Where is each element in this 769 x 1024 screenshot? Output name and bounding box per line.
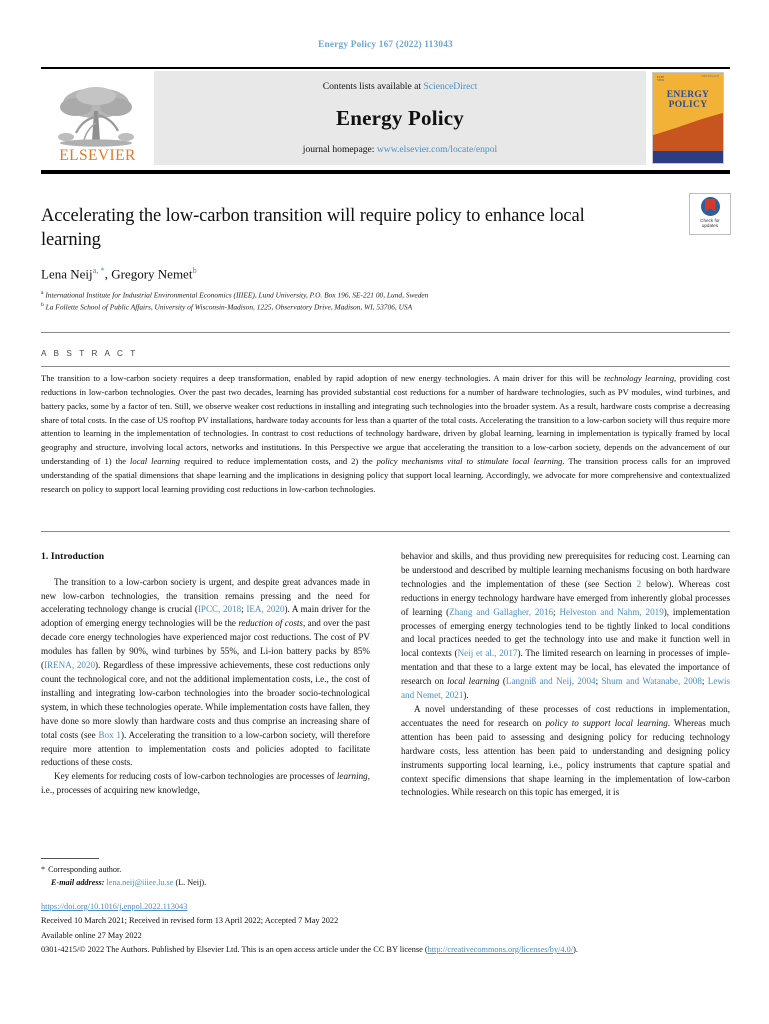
journal-cover-image	[652, 72, 724, 164]
header-rule-top	[41, 67, 730, 69]
corresponding-author-note	[41, 864, 381, 877]
cover-corner-mark-right: ISSN 0301-4215	[701, 75, 719, 78]
crossmark-icon	[701, 197, 720, 216]
header-center-band	[154, 71, 646, 165]
copyright-prefix: 0301-4215/© 2022 The Authors. Published by Elsevier Ltd. This is an open access article under the CC BY license (	[41, 944, 428, 954]
affiliation-item	[41, 289, 681, 301]
email-note	[41, 877, 381, 890]
author-affil-mark-2: b	[192, 266, 197, 275]
column-left	[41, 550, 370, 800]
journal-title: Energy Policy	[336, 105, 464, 130]
affiliation-list	[41, 289, 681, 314]
footnote-block	[41, 864, 381, 890]
journal-cover-block	[646, 71, 730, 165]
author-list	[41, 266, 661, 282]
abstract-rule-bottom	[41, 366, 730, 367]
license-link[interactable]: http://creativecommons.org/licenses/by/4.0/	[427, 944, 574, 954]
publisher-logo-block	[41, 71, 154, 165]
copyright-line	[41, 943, 741, 957]
header-rule-bottom	[41, 170, 730, 174]
crossmark-line1: Check for	[700, 217, 720, 223]
abstract-rule-top	[41, 332, 730, 333]
cover-title-line1: ENERGY	[666, 90, 710, 100]
abstract-rule-end	[41, 531, 730, 532]
elsevier-wordmark: ELSEVIER	[59, 146, 136, 164]
column-right	[401, 550, 730, 800]
email-suffix: (L. Neij).	[175, 877, 207, 887]
column-left-text: The transition to a low-carbon society is urgent, and despite great advances made in new low-carbon technologies, the transition remains pressing and the need for accelerating technology change is crucial (IPCC, 2018; IEA, 2020). A main driver for the adoption of emerging energy technologies will be the reduction of costs, and over the past decade core energy technologies have experienced major cost reductions. The cost of PV modules has fallen by 90%, wind turbines by 55%, and Li-ion battery packs by 85% (IRENA, 2020). Regardless of these impressive achievements, these cost reductions only count the technological core, and not the additional implementation costs, i.e., the cost of installing and integrating low-carbon technologies into the broader socio-technological system, in which these technologies operate. While implementation costs have fallen, they have done so more slowly than hardware costs and thus comprise an increasing share of total costs (see Box 1). Accelerating the transition to a low-carbon society, will therefore require more attention to implementation costs and policies adopted to facilitate reductions of these costs. Key elements for reducing costs of low-carbon technologies are processes of learning, i.e., processes of acquiring new knowledge,	[41, 576, 370, 796]
journal-homepage-line	[303, 144, 497, 155]
cover-hill-graphic	[652, 111, 724, 151]
author-separator: ,	[104, 266, 112, 282]
affiliation-item	[41, 301, 681, 313]
cover-bottom-band	[653, 151, 723, 163]
sciencedirect-link[interactable]: ScienceDirect	[423, 81, 478, 92]
elsevier-tree-icon	[52, 83, 144, 147]
contents-available-line	[323, 81, 478, 92]
contents-prefix: Contents lists available at	[322, 81, 424, 92]
email-link[interactable]: lena.neij@iiiee.lu.se	[106, 877, 174, 887]
affiliation-text: La Follette School of Public Affairs, University of Wisconsin-Madison, 1225, Observatory Drive, Madison, WI, 53706, USA	[45, 302, 413, 312]
author-affil-mark-1: a, *	[92, 266, 105, 275]
body-columns	[41, 550, 730, 800]
abstract-text: The transition to a low-carbon society requires a deep transformation, enabled by rapid adoption of new energy technologies. A main driver for this will be technology learning, providing cost reductions in low-carbon technologies. Over the past two decades, learning has provided substantial cost reductions for a number of hardware technologies, such as PV modules, wind turbines, and battery packs, some by a factor of ten. Still, we observe weaker cost reductions in installing and integrating such technologies into the broader system. As a result, hardware costs comprise a decreasing share of total costs. In the case of US rooftop PV installations, hardware today accounts for less than a quarter of the total costs. Accelerating the transition to a low-carbon society will thus require more attention to learning in the implementation of technologies. In contrast to cost reductions of technology hardware, driven by global learning, learning in implementation is typically framed by local geography and structure, involving local actors, networks and institutions. In this Perspective we argue that accelerating the transition to a low-carbon society, depends on the advancement of our understanding of 1) the local learning required to reduce implementation costs, and 2) the policy mechanisms vital to stimulate local learning. The transition process calls for an improved understanding of the spatial dimensions that shape learning and the implications in designing policy that support local learning. Accordingly, we advocate for more comprehensive and contextualized research on policy to support local learning providing cost reductions in low-carbon technologies.	[41, 373, 730, 494]
corresponding-author-text: Corresponding author.	[48, 865, 122, 874]
crossmark-line2: updates	[701, 223, 719, 229]
journal-header	[41, 71, 730, 165]
author-name-2: Gregory Nemet	[111, 266, 193, 282]
footer-block	[41, 900, 741, 957]
section-heading-introduction: 1. Introduction	[41, 551, 105, 562]
asterisk-icon: *	[41, 865, 46, 874]
affiliation-text: International Institute for Industrial Environmental Economics (IIIEE), Lund University, P.O. Box 196, SE-221 00, Lund, Sweden	[45, 290, 429, 300]
author-name-1: Lena Neij	[41, 266, 93, 282]
affiliation-mark: b	[41, 302, 44, 309]
copyright-suffix: ).	[573, 944, 578, 954]
cover-title	[653, 90, 723, 111]
doi-line	[41, 900, 741, 914]
footnote-rule	[41, 858, 99, 859]
abstract-heading: A B S T R A C T	[41, 349, 138, 358]
received-line: Received 10 March 2021; Received in revised form 13 April 2022; Accepted 7 May 2022	[41, 916, 339, 926]
page-title: Accelerating the low-carbon transition will require policy to enhance local learning	[41, 206, 585, 251]
doi-link[interactable]: https://doi.org/10.1016/j.enpol.2022.113043	[41, 902, 188, 911]
homepage-prefix: journal homepage:	[302, 144, 377, 155]
crossmark-label	[700, 218, 720, 229]
running-head: Energy Policy 167 (2022) 113043	[318, 40, 453, 50]
journal-homepage-link[interactable]: www.elsevier.com/locate/enpol	[376, 144, 498, 155]
available-online-line: Available online 27 May 2022	[41, 930, 142, 940]
crossmark-badge[interactable]	[689, 193, 731, 235]
column-right-text: behavior and skills, and thus providing new prerequisites for reducing cost. Learning can be understood and described by multiple learning mechanisms focusing on both hardware technologies and the implementation of these (see Section 2 below). Whereas cost reductions in energy technology hardware have emerged from inherently global processes of learning (Zhang and Gallagher, 2016; Helveston and Nahm, 2019), implementation processes of emerging energy technologies tend to be tightly linked to local conditions and local practices needed to get the technology into use and make it function well in local contexts (Neij et al., 2017). The limited research on learning in processes of implementation and that these to a large extent may be local, has elevated the importance of research on local learning (Langniß and Neij, 2004; Shum and Watanabe, 2008; Lewis and Nemet, 2021). A novel understanding of these processes of cost reductions in implementation, accentuates the need for research on policy to support local learning. Whereas much attention has been paid to assessing and designing policy for reducing technology hardware costs, less attention has been paid to understanding and designing policy instruments supporting local learning, i.e., policy instruments that capture spatial and context specific dimensions that shape learning in the implementation of low-carbon technologies. While research on this topic has emerged, it is	[401, 551, 731, 798]
affiliation-mark: a	[41, 290, 44, 296]
email-label: E-mail address:	[51, 877, 105, 887]
cover-corner-mark-left: ELSE VIER	[657, 75, 665, 83]
cover-title-line2: POLICY	[668, 100, 708, 111]
